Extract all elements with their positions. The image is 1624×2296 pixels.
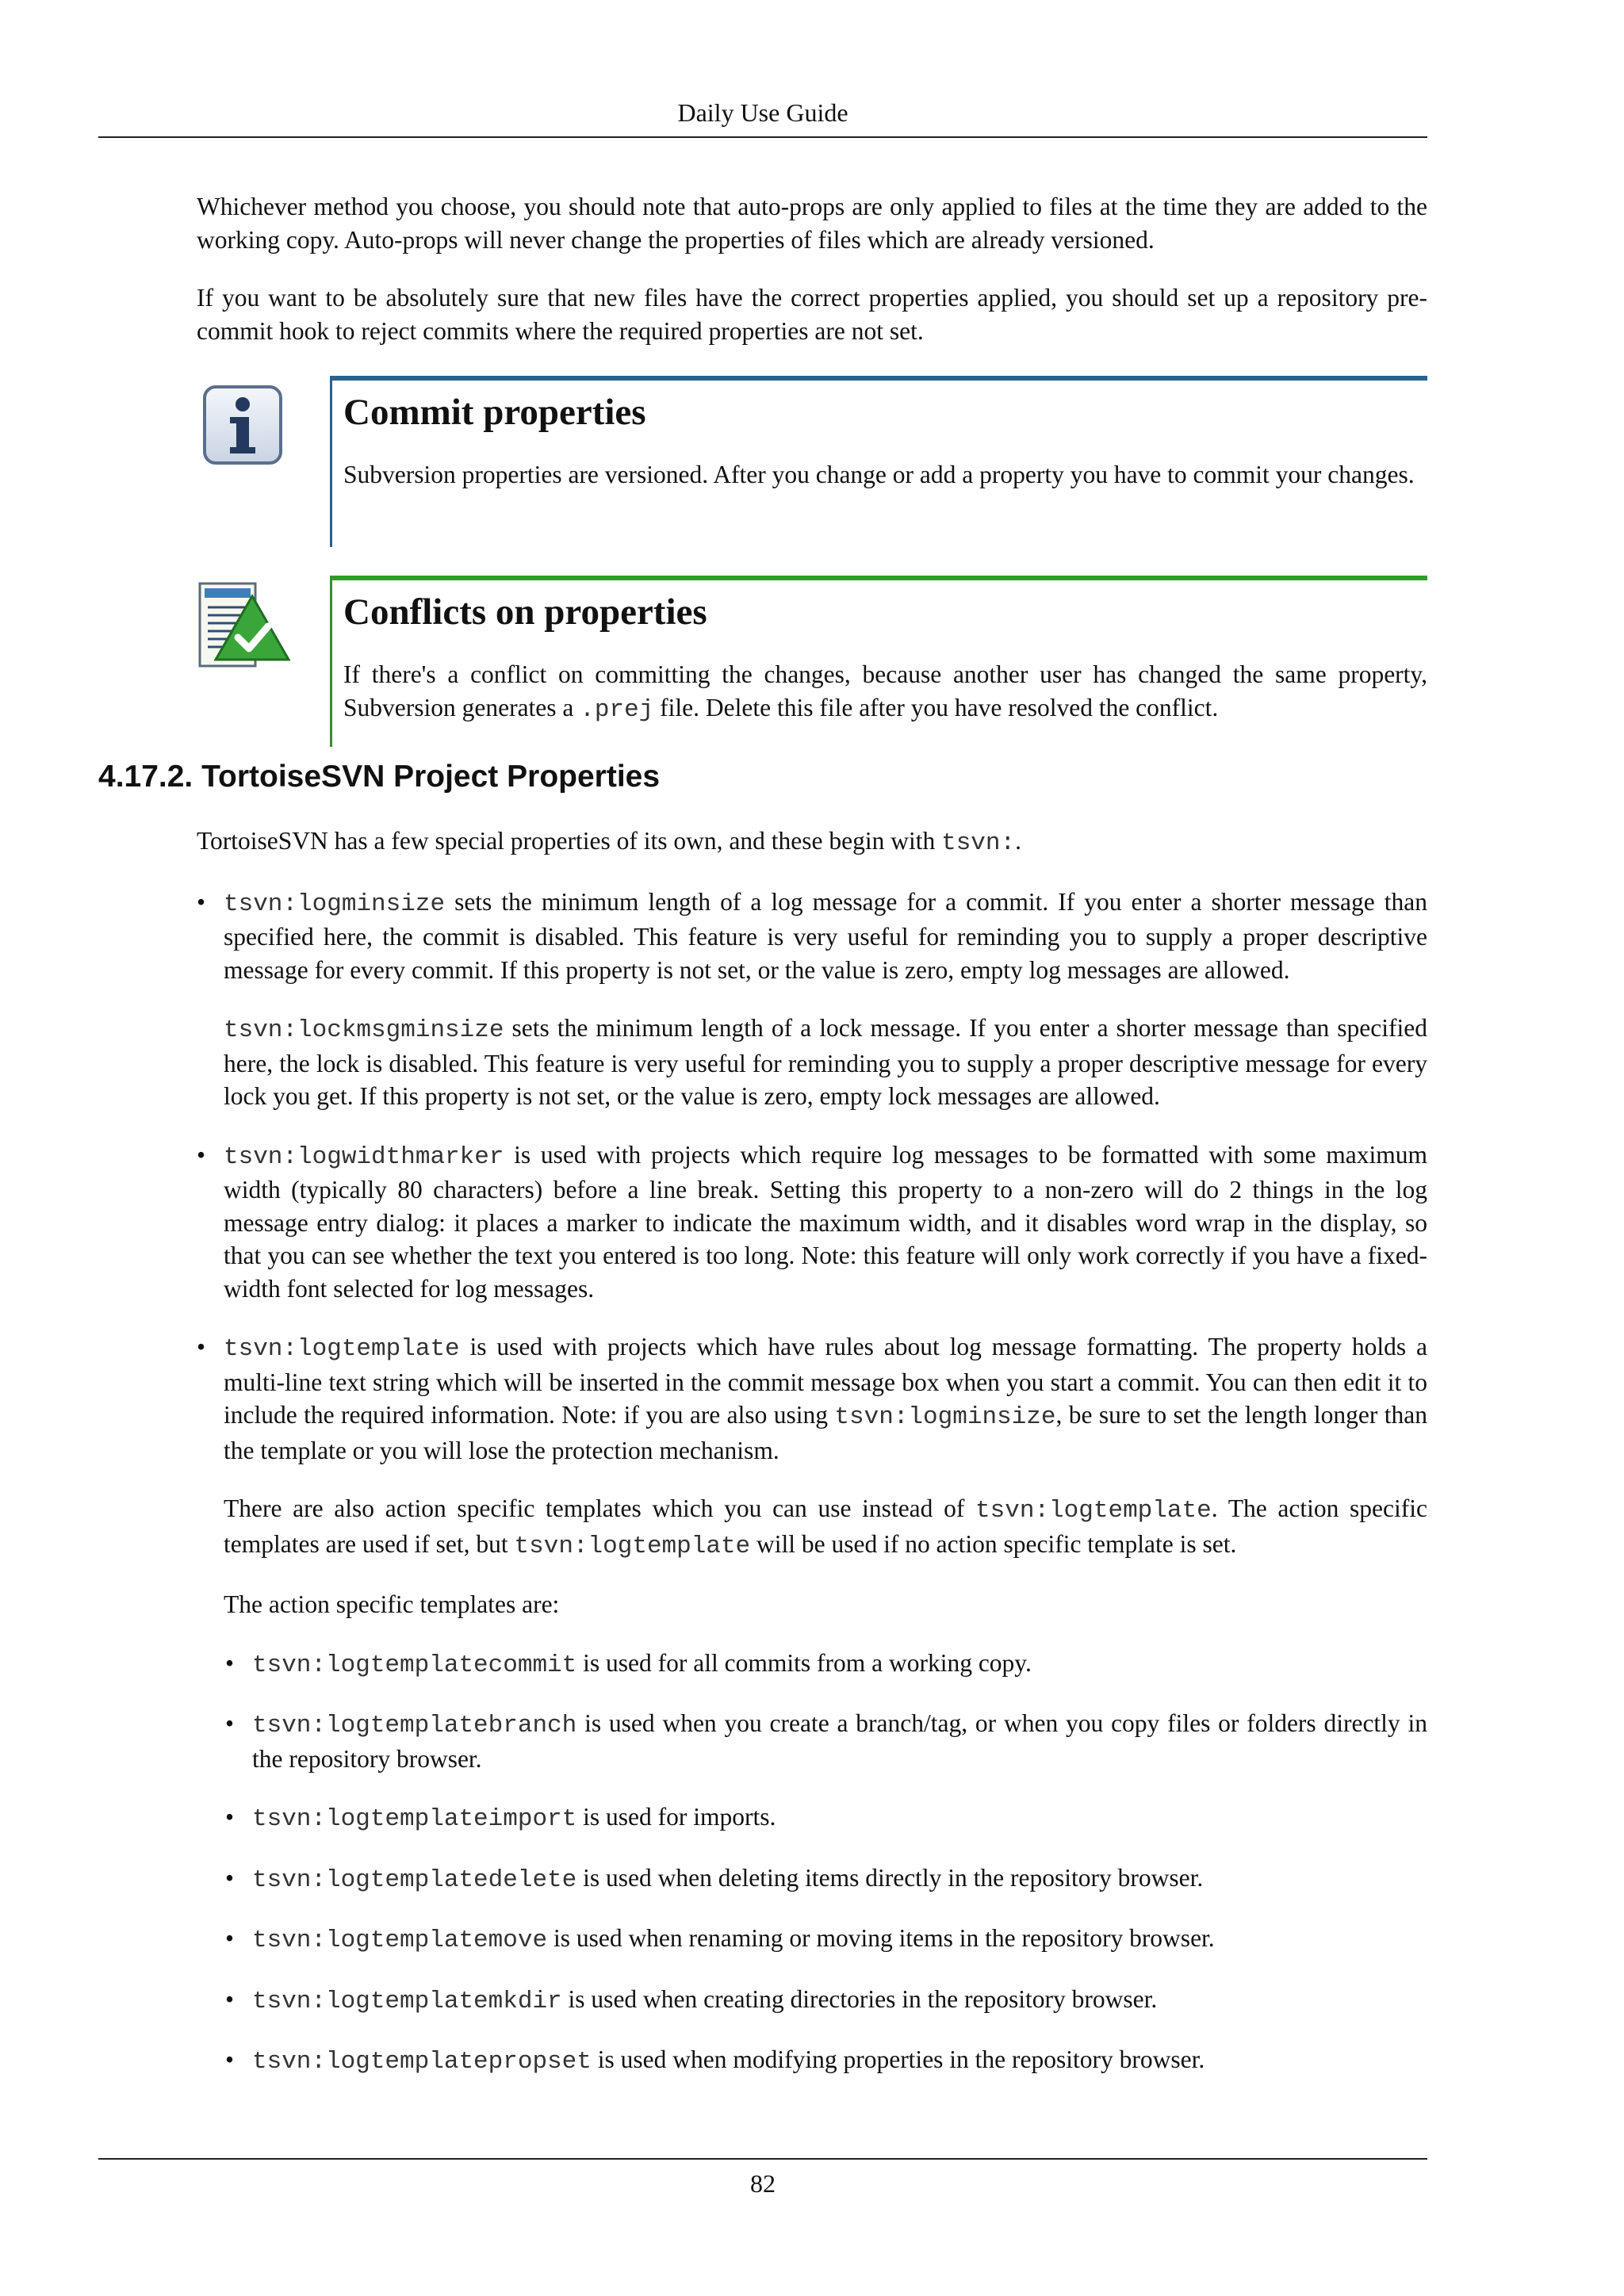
code-prej: .prej [580,695,654,724]
text: is used when creating directories in the repository browser. [561,1984,1158,2013]
text: . The action specific templates are used if set, but [224,1494,1427,1558]
list-item-template [197,2043,1427,2079]
section-heading: 4.17.2. TortoiseSVN Project Properties [98,760,661,794]
intro-paragraph-2: If you want to be absolutely sure that new files have the correct properties applied, you should set up a repository pre-commit hook to reject commits where the required properties are not set. [197,284,1427,345]
code-template: tsvn:logtemplatemove [252,1927,548,1954]
list-item-template [197,1800,1427,1836]
footer-rule [98,2158,1427,2160]
code-template: tsvn:logtemplatebranch [252,1712,577,1739]
text: is used with projects which require log messages to be formatted with some maximum width (typically 80 characters) before a line break. Setting this property to a non-zero will do 2 things in the log message entry dialog: it places a marker to indicate the maximum width, and it disables word wrap in the display, so that you can see whether the text you entered is too long. Note: this feature will only work correctly if you have a fixed-width font selected for log messages. [224,1140,1427,1303]
list-item-template [197,1922,1427,1957]
section-content [197,825,1427,2079]
note-body [343,658,1427,726]
text: , be sure to set the length longer than the template or you will lose the protection mechanism. [224,1401,1427,1464]
list-item-template [197,1647,1427,1682]
text: is used for all commits from a working copy. [576,1648,1032,1677]
list-item-logtemplate [197,1330,1427,1467]
code-logtemplate: tsvn:logtemplate [514,1532,751,1560]
intro-content [197,190,1427,747]
code-tsvn: tsvn: [941,829,1016,857]
text: will be used if no action specific template is set. [750,1529,1237,1558]
page-number: 82 [750,2169,776,2198]
text: is used with projects which have rules about log message formatting. The property holds a multi-line text string which will be inserted in the commit message box when you start a commit. You can then edit it to include the required information. Note: if you are also using [224,1333,1427,1429]
code-template: tsvn:logtemplatecommit [252,1651,577,1679]
note-box [330,376,1427,547]
list-item-template [197,1862,1427,1897]
text: is used when deleting items directly in the repository browser. [576,1863,1204,1892]
running-header: Daily Use Guide [677,98,848,127]
text: is used for imports. [576,1803,776,1831]
paragraph-action-templates [197,1492,1427,1563]
code-lockmsgminsize: tsvn:lockmsgminsize [224,1016,504,1044]
note-body: Subversion properties are versioned. After you change or add a property you have to commit your changes. [343,461,1415,488]
code-template: tsvn:logtemplatemkdir [252,1987,562,2015]
text: sets the minimum length of a lock message. If you enter a shorter message than specified here, the lock is disabled. This feature is very useful for reminding you to supply a proper descriptive message for every lock you get. If this property is not set, or the value is zero, empty lock messages are allowed. [224,1014,1427,1110]
code-template: tsvn:logtemplatepropset [252,2048,592,2076]
code-template: tsvn:logtemplatedelete [252,1866,577,1894]
note-conflicts-on-properties [197,576,1427,747]
note-box [330,576,1427,747]
code-logtemplate: tsvn:logtemplate [224,1335,460,1363]
intro-paragraph-1: Whichever method you choose, you should note that auto-props are only applied to files at the time they are added to the working copy. Auto-props will never change the properties of files which are already versioned. [197,193,1427,254]
text: . [1015,827,1021,855]
list-item-logminsize [197,886,1427,987]
text: TortoiseSVN has a few special properties of its own, and these begin with [197,827,942,855]
info-icon [197,381,289,473]
list-item-template [197,1983,1427,2019]
list-item-template [197,1707,1427,1775]
checked-document-icon [197,580,289,672]
paragraph-lockmsgminsize [197,1012,1427,1113]
code-logwidthmarker: tsvn:logwidthmarker [224,1142,504,1171]
note-text: If there's a conflict on committing the changes, because another user has changed the same property, Subversion generates a [343,660,1427,721]
text: sets the minimum length of a log message for a commit. If you enter a shorter message than specified here, the commit is disabled. This feature is very useful for reminding you to supply a proper descriptive message for every commit. If this property is not set, or the value is zero, empty log messages are allowed. [224,887,1427,984]
code-template: tsvn:logtemplateimport [252,1805,577,1833]
text: is used when you create a branch/tag, or when you copy files or folders directly in the repository browser. [252,1709,1427,1773]
note-title: Conflicts on properties [343,591,707,633]
code-logminsize: tsvn:logminsize [834,1403,1056,1431]
paragraph-action-list-intro: The action specific templates are: [224,1590,560,1618]
note-text: file. Delete this file after you have resolved the conflict. [653,693,1219,721]
code-logminsize: tsvn:logminsize [224,890,446,918]
note-commit-properties [197,376,1427,547]
note-title: Commit properties [343,392,646,433]
text: There are also action specific templates which you can use instead of [224,1494,976,1522]
text: is used when modifying properties in the repository browser. [591,2045,1205,2073]
list-item-logwidthmarker [197,1138,1427,1306]
text: is used when renaming or moving items in the repository browser. [547,1924,1215,1952]
header-rule [98,136,1427,138]
section-intro [197,825,1427,860]
code-logtemplate: tsvn:logtemplate [975,1497,1212,1525]
